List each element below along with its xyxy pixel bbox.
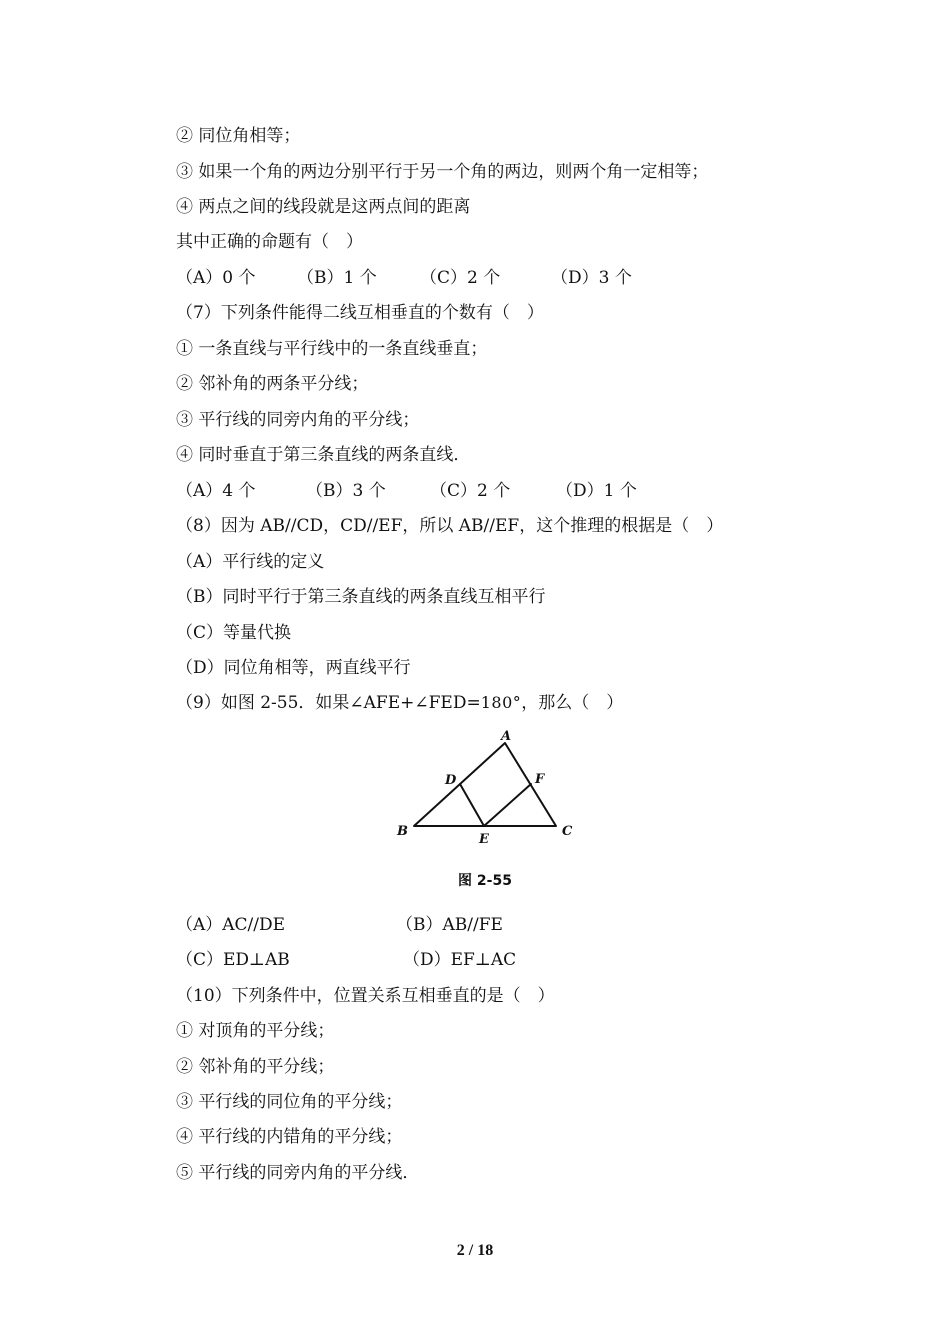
q9-option-c: （C）ED⊥AB xyxy=(176,950,290,970)
q6-statement-4: ④ 两点之间的线段就是这两点间的距离 xyxy=(176,197,471,217)
q6-option-a: （A）0 个 xyxy=(176,268,256,288)
label-b: B xyxy=(397,824,408,839)
q7-item-1: ① 一条直线与平行线中的一条直线垂直； xyxy=(176,339,488,359)
q6-option-c: （C）2 个 xyxy=(420,268,501,288)
q9-option-b: （B）AB//FE xyxy=(396,915,503,935)
q8-option-d: （D）同位角相等，两直线平行 xyxy=(176,658,411,678)
q9-stem xyxy=(176,691,623,715)
q6-statement-2: ② 同位角相等； xyxy=(176,126,301,146)
segment-de xyxy=(460,784,484,826)
label-f: F xyxy=(535,772,545,787)
q7-item-2: ② 邻补角的两条平分线； xyxy=(176,374,369,394)
q7-item-3: ③ 平行线的同旁内角的平分线； xyxy=(176,410,420,430)
q9-stem-end: ，那么（ ） xyxy=(521,693,624,713)
q9-degree: 180° xyxy=(480,693,522,712)
q8-option-c: （C）等量代换 xyxy=(176,623,292,643)
q10-item-3: ③ 平行线的同位角的平分线； xyxy=(176,1092,403,1112)
q6-question: 其中正确的命题有（ ） xyxy=(176,232,363,252)
q6-option-d: （D）3 个 xyxy=(551,268,632,288)
segment-ef xyxy=(484,784,531,826)
label-a: A xyxy=(501,729,512,744)
label-c: C xyxy=(562,824,573,839)
q9-stem-start: （9）如图 2-55．如果∠AFE+∠FED= xyxy=(176,693,481,713)
q8-option-b: （B）同时平行于第三条直线的两条直线互相平行 xyxy=(176,587,546,607)
q6-option-b: （B）1 个 xyxy=(297,268,377,288)
label-d: D xyxy=(445,773,457,788)
page-number: 2 / 18 xyxy=(456,1242,494,1259)
q7-option-b: （B）3 个 xyxy=(306,481,386,501)
q7-item-4: ④ 同时垂直于第三条直线的两条直线． xyxy=(176,445,471,465)
q10-item-2: ② 邻补角的平分线； xyxy=(176,1057,335,1077)
triangle-figure xyxy=(395,727,585,852)
figure-caption: 图 2-55 xyxy=(458,873,512,889)
label-e: E xyxy=(479,832,489,847)
q8-option-a: （A）平行线的定义 xyxy=(176,552,325,572)
q10-item-1: ① 对顶角的平分线； xyxy=(176,1021,335,1041)
q9-option-d: （D）EF⊥AC xyxy=(403,950,517,970)
q8-stem: （8）因为 AB//CD，CD//EF，所以 AB//EF，这个推理的根据是（ ） xyxy=(176,516,724,536)
q7-option-c: （C）2 个 xyxy=(430,481,511,501)
q10-item-4: ④ 平行线的内错角的平分线； xyxy=(176,1127,403,1147)
q6-statement-3: ③ 如果一个角的两边分别平行于另一个角的两边，则两个角一定相等； xyxy=(176,162,709,182)
q10-item-5: ⑤ 平行线的同旁内角的平分线． xyxy=(176,1163,420,1183)
q10-stem: （10）下列条件中，位置关系互相垂直的是（ ） xyxy=(176,986,555,1006)
q9-option-a: （A）AC//DE xyxy=(176,915,286,935)
q7-option-a: （A）4 个 xyxy=(176,481,256,501)
q7-stem: （7）下列条件能得二线互相垂直的个数有（ ） xyxy=(176,303,544,323)
q7-option-d: （D）1 个 xyxy=(556,481,637,501)
